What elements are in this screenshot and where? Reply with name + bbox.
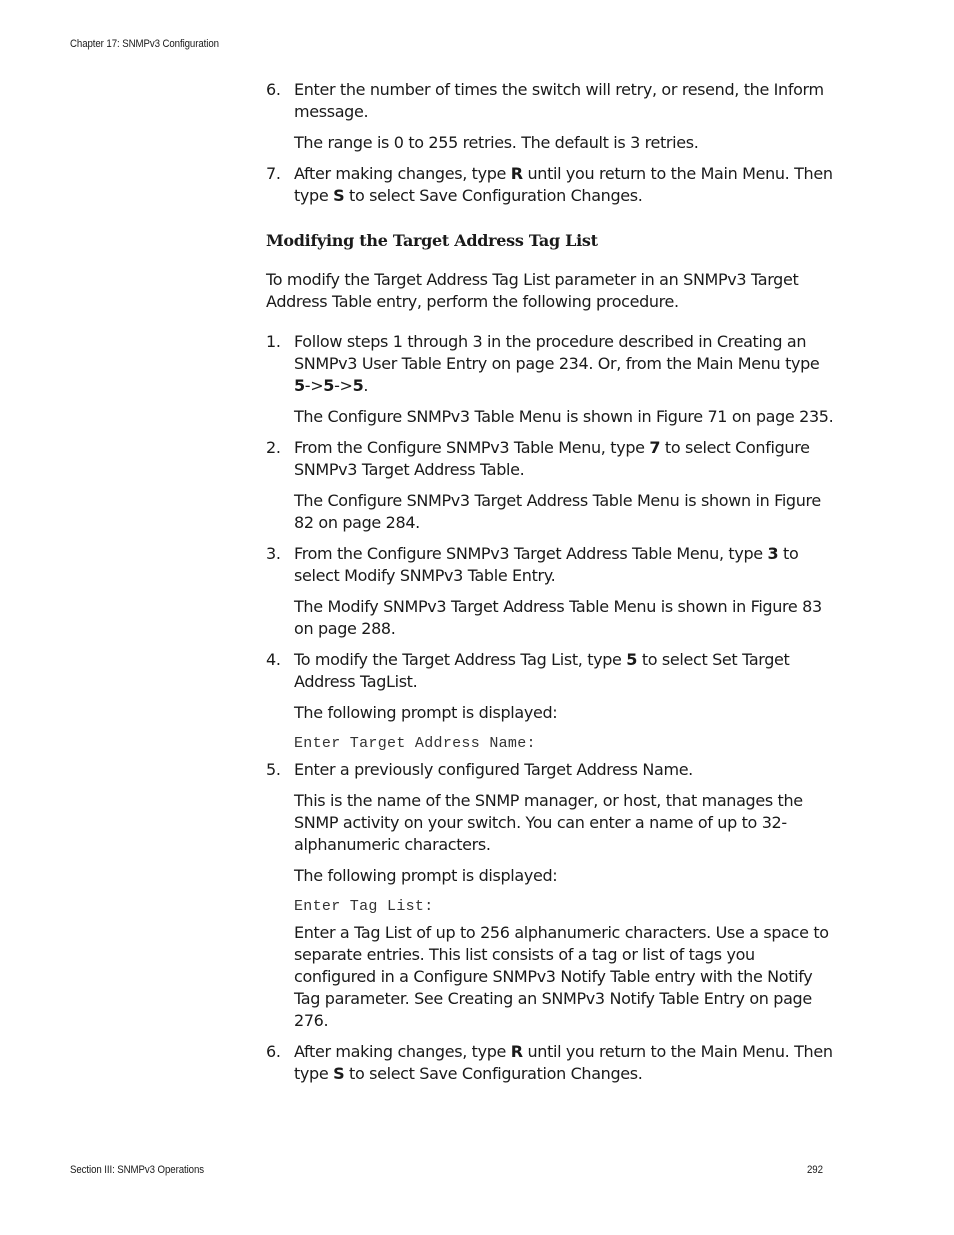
- key-5: 5: [626, 650, 638, 669]
- running-footer-section: Section III: SNMPv3 Operations: [70, 1164, 205, 1176]
- key-r: R: [510, 1042, 523, 1061]
- step-text: to select Set Target Address TagList.: [294, 650, 790, 691]
- step-number: 4.: [266, 650, 281, 669]
- step-note: The following prompt is displayed:: [294, 866, 558, 885]
- step-note: The Modify SNMPv3 Target Address Table Menu is shown in Figure 83 on page 288.: [294, 597, 822, 638]
- list-item: [266, 649, 836, 693]
- step-number: 5.: [266, 760, 281, 779]
- list-item: [266, 543, 836, 587]
- step-number: 6.: [266, 1042, 281, 1061]
- step-text: Follow steps 1 through 3 in the procedure described in Creating an SNMPv3 User Table Entry on page 234. Or, from the Main Menu type: [294, 332, 820, 373]
- step-text: .: [363, 376, 369, 395]
- page-content: [266, 79, 836, 1094]
- step-text: From the Configure SNMPv3 Table Menu, type: [294, 438, 650, 457]
- key-s: S: [333, 186, 345, 205]
- step-text: ->: [304, 376, 324, 395]
- step-note: The following prompt is displayed:: [294, 703, 558, 722]
- list-item: [266, 331, 836, 397]
- step-note: The Configure SNMPv3 Target Address Table Menu is shown in Figure 82 on page 284.: [294, 491, 821, 532]
- step-number: 6.: [266, 80, 281, 99]
- prompt-text: Enter Target Address Name:: [294, 735, 536, 752]
- key-s: S: [333, 1064, 345, 1083]
- step-number: 2.: [266, 438, 281, 457]
- key-5: 5: [352, 376, 364, 395]
- step-text: After making changes, type: [294, 1042, 511, 1061]
- step-text: To modify the Target Address Tag List, type: [294, 650, 627, 669]
- step-text: to select Configure SNMPv3 Target Address Table.: [294, 438, 810, 479]
- step-text: ->: [334, 376, 353, 395]
- key-5: 5: [294, 376, 305, 395]
- page-number: 292: [807, 1164, 823, 1176]
- key-5: 5: [323, 376, 335, 395]
- section-intro: To modify the Target Address Tag List parameter in an SNMPv3 Target Address Table entry, perform the following procedure.: [266, 270, 799, 311]
- step-note: The Configure SNMPv3 Table Menu is shown in Figure 71 on page 235.: [294, 407, 834, 426]
- list-item: [266, 759, 836, 781]
- list-item: [266, 437, 836, 481]
- list-item: [266, 1041, 836, 1085]
- list-item: [266, 79, 836, 123]
- step-text: After making changes, type: [294, 164, 511, 183]
- key-7: 7: [649, 438, 661, 457]
- running-header: Chapter 17: SNMPv3 Configuration: [70, 38, 219, 50]
- step-number: 1.: [266, 332, 281, 351]
- step-number: 7.: [266, 164, 281, 183]
- key-3: 3: [767, 544, 779, 563]
- step-text: to select Save Configuration Changes.: [344, 186, 643, 205]
- step-text: until you return to the Main Menu. Then type: [294, 164, 833, 205]
- step-text: From the Configure SNMPv3 Target Address Table Menu, type: [294, 544, 768, 563]
- step-number: 3.: [266, 544, 281, 563]
- step-text: Enter the number of times the switch will retry, or resend, the Inform message.: [294, 80, 824, 121]
- step-text: until you return to the Main Menu. Then type: [294, 1042, 833, 1083]
- section-heading: Modifying the Target Address Tag List: [266, 231, 598, 250]
- key-r: R: [510, 164, 523, 183]
- step-text: to select Modify SNMPv3 Table Entry.: [294, 544, 799, 585]
- step-note: The range is 0 to 255 retries. The default is 3 retries.: [294, 133, 699, 152]
- step-text: Enter a previously configured Target Address Name.: [294, 760, 693, 779]
- step-text: to select Save Configuration Changes.: [344, 1064, 643, 1083]
- list-item: [266, 163, 836, 207]
- step-note: This is the name of the SNMP manager, or host, that manages the SNMP activity on your switch. You can enter a name of up to 32-alphanumeric characters.: [294, 791, 803, 854]
- prompt-text: Enter Tag List:: [294, 898, 434, 915]
- step-note: Enter a Tag List of up to 256 alphanumeric characters. Use a space to separate entries. This list consists of a tag or list of tags you configured in a Configure SNMPv3 Notify Table entry with the Notify Tag parameter. See Creating an SNMPv3 Notify Table Entry on page 276.: [294, 923, 829, 1030]
